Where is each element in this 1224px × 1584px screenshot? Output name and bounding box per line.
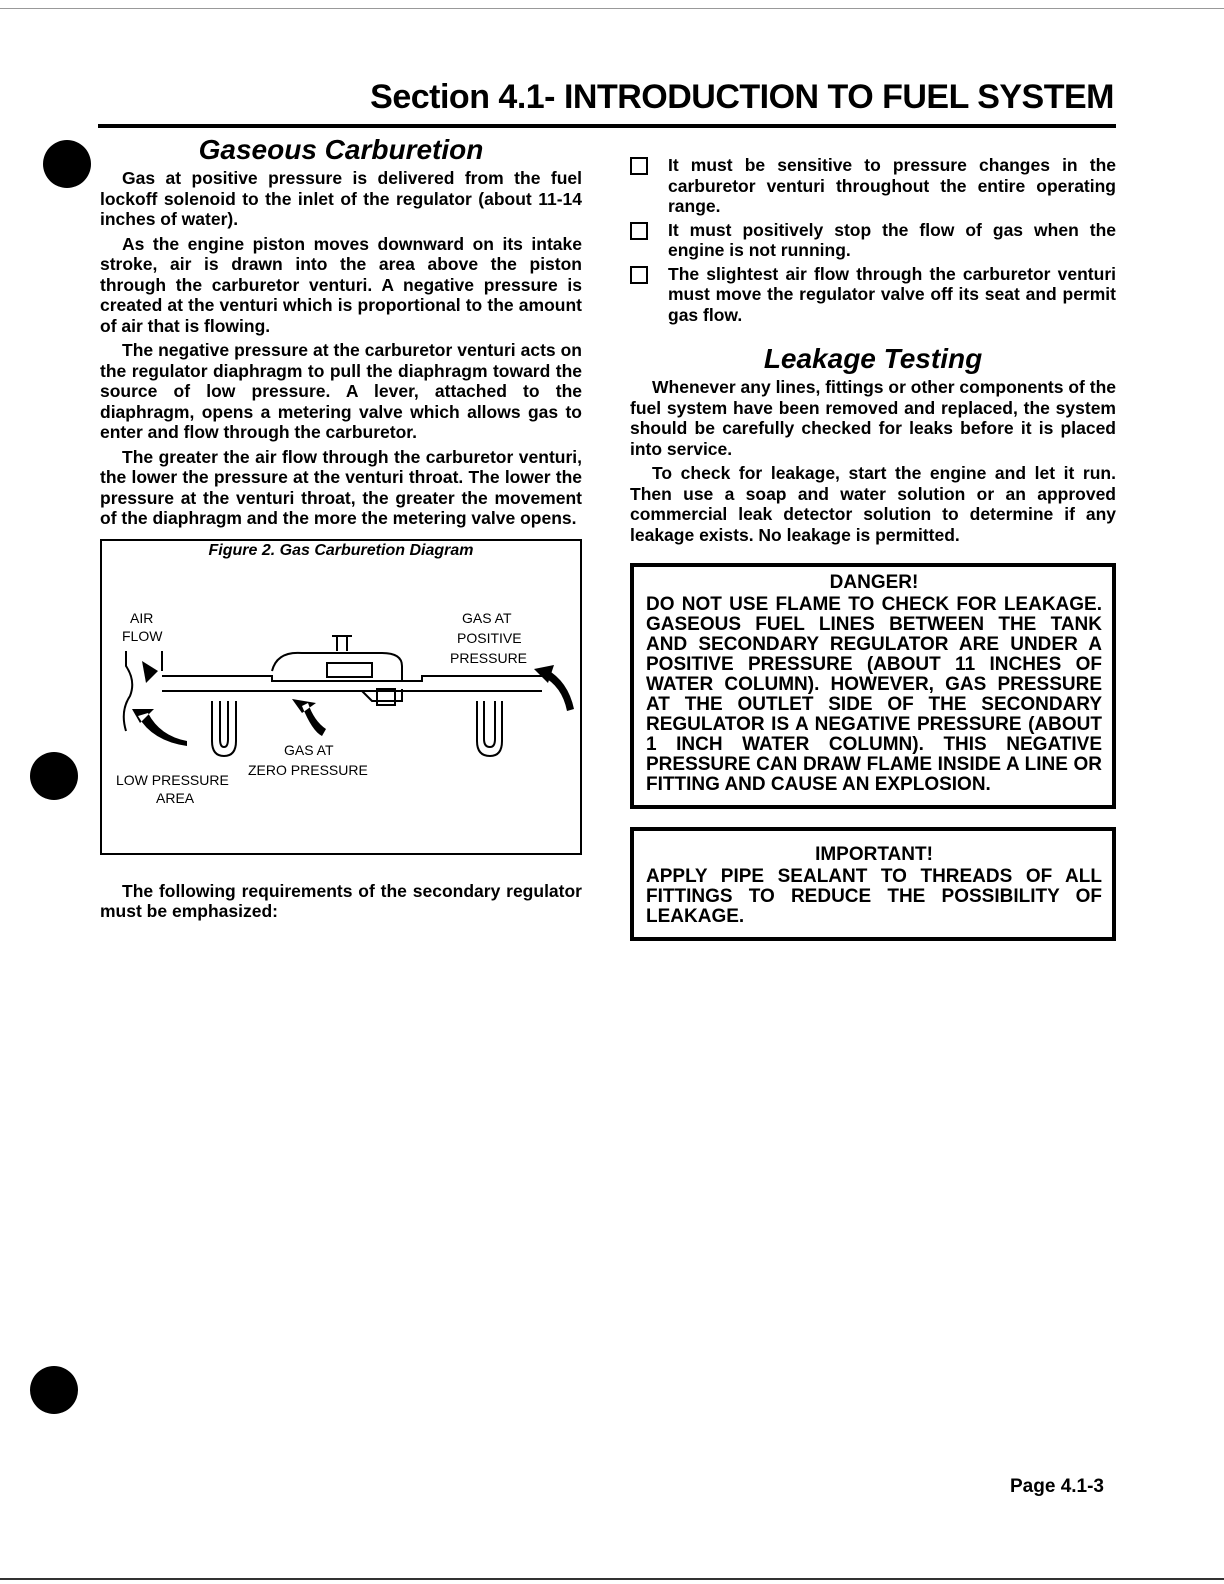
important-text: APPLY PIPE SEALANT TO THREADS OF ALL FITTINGS TO REDUCE THE POSSIBILITY OF LEAKAGE. (646, 866, 1102, 927)
title-rule (98, 124, 1116, 128)
air-flow-arrow (142, 661, 158, 683)
checkbox-icon (630, 266, 648, 284)
left-u-trap (212, 701, 236, 756)
checkbox-icon (630, 157, 648, 175)
air-intake-outline (124, 651, 133, 731)
important-box (630, 827, 1116, 941)
binder-hole-top (43, 140, 91, 188)
paragraph: The greater the air flow through the carburetor venturi, the lower the pressure at the venturi throat. The lower the pressure at the venturi throat, the greater the movement of the diaphragm and the more the metering valve opens. (100, 446, 582, 528)
left-column (100, 132, 582, 926)
binder-hole-middle (30, 752, 78, 800)
danger-text: DO NOT USE FLAME TO CHECK FOR LEAKAGE. GASEOUS FUEL LINES BETWEEN THE TANK AND SECONDARY REGULATOR ARE UNDER A POSITIVE PRESSURE (ABOUT 11 INCHES OF WATER COLUMN). HOWEVER, GAS PRESSURE AT THE OUTLET SIDE OF THE SECONDARY REGULATOR IS A NEGATIVE PRESSURE (ABOUT 1 INCH WATER COLUMN). THIS NEGATIVE PRESSURE CAN DRAW FLAME INSIDE A LINE OR FITTING AND CAUSE AN EXPLOSION. (646, 594, 1102, 795)
label-gas-at-zero: GAS AT (284, 741, 334, 758)
positive-pressure-arrow (534, 665, 574, 711)
label-air: AIR (130, 609, 154, 626)
label-positive: POSITIVE (457, 629, 522, 646)
requirement-item: It must positively stop the flow of gas when the engine is not running. (630, 220, 1116, 261)
carburetion-diagram (102, 541, 584, 853)
label-area: AREA (156, 789, 195, 806)
danger-box (630, 563, 1116, 809)
section-title: Section 4.1- INTRODUCTION TO FUEL SYSTEM (370, 78, 1114, 116)
figure-caption: Figure 2. Gas Carburetion Diagram (208, 541, 474, 559)
requirements-list (630, 155, 1116, 325)
checkbox-icon (630, 222, 648, 240)
figure-gas-carburetion (100, 539, 582, 855)
label-flow: FLOW (122, 627, 163, 644)
right-column (630, 155, 1116, 941)
closing-paragraph: The following requirements of the secondary regulator must be emphasized: (100, 880, 582, 921)
important-title: IMPORTANT! (815, 844, 933, 865)
paragraph: To check for leakage, start the engine and let it run. Then use a soap and water solution or an approved commercial leak detector solution to determine if any leakage exists. No leakage is permitted. (630, 463, 1116, 545)
bottom-border-line (0, 1578, 1224, 1580)
gaseous-carburetion-heading: Gaseous Carburetion (198, 134, 484, 165)
binder-hole-bottom (30, 1366, 78, 1414)
top-border-line (0, 8, 1224, 9)
low-pressure-arrow (132, 709, 187, 746)
requirement-item: The slightest air flow through the carburetor venturi must move the regulator valve off its seat and permit gas flow. (630, 264, 1116, 326)
zero-pressure-arrow (292, 699, 326, 736)
label-zero-pressure: ZERO PRESSURE (248, 761, 368, 778)
paragraph: Gas at positive pressure is delivered from the fuel lockoff solenoid to the inlet of the regulator (about 11-14 inches of water). (100, 168, 582, 229)
paragraph: The negative pressure at the carburetor venturi acts on the regulator diaphragm to pull the diaphragm toward the source of low pressure. A lever, attached to the diaphragm, opens a metering valve which allows gas to enter and flow through the carburetor. (100, 340, 582, 442)
label-low-pressure: LOW PRESSURE (116, 771, 229, 788)
leakage-testing-heading: Leakage Testing (763, 343, 983, 374)
page-number: Page 4.1-3 (1010, 1476, 1104, 1497)
fuel-pipe (162, 636, 552, 705)
paragraph: Whenever any lines, fittings or other components of the fuel system have been removed and replaced, the system should be carefully checked for leaks before it is placed into service. (630, 377, 1116, 459)
danger-title: DANGER! (829, 572, 919, 593)
paragraph: As the engine piston moves downward on its intake stroke, air is drawn into the area above the piston through the carburetor venturi. A negative pressure is created at the venturi which is proportional to the amount of air that is flowing. (100, 233, 582, 336)
right-u-trap (477, 701, 502, 756)
label-gas-at-positive: GAS AT (462, 609, 512, 626)
label-pressure: PRESSURE (450, 649, 528, 666)
requirement-item: It must be sensitive to pressure changes in the carburetor venturi throughout the entire operating range. (630, 155, 1116, 217)
